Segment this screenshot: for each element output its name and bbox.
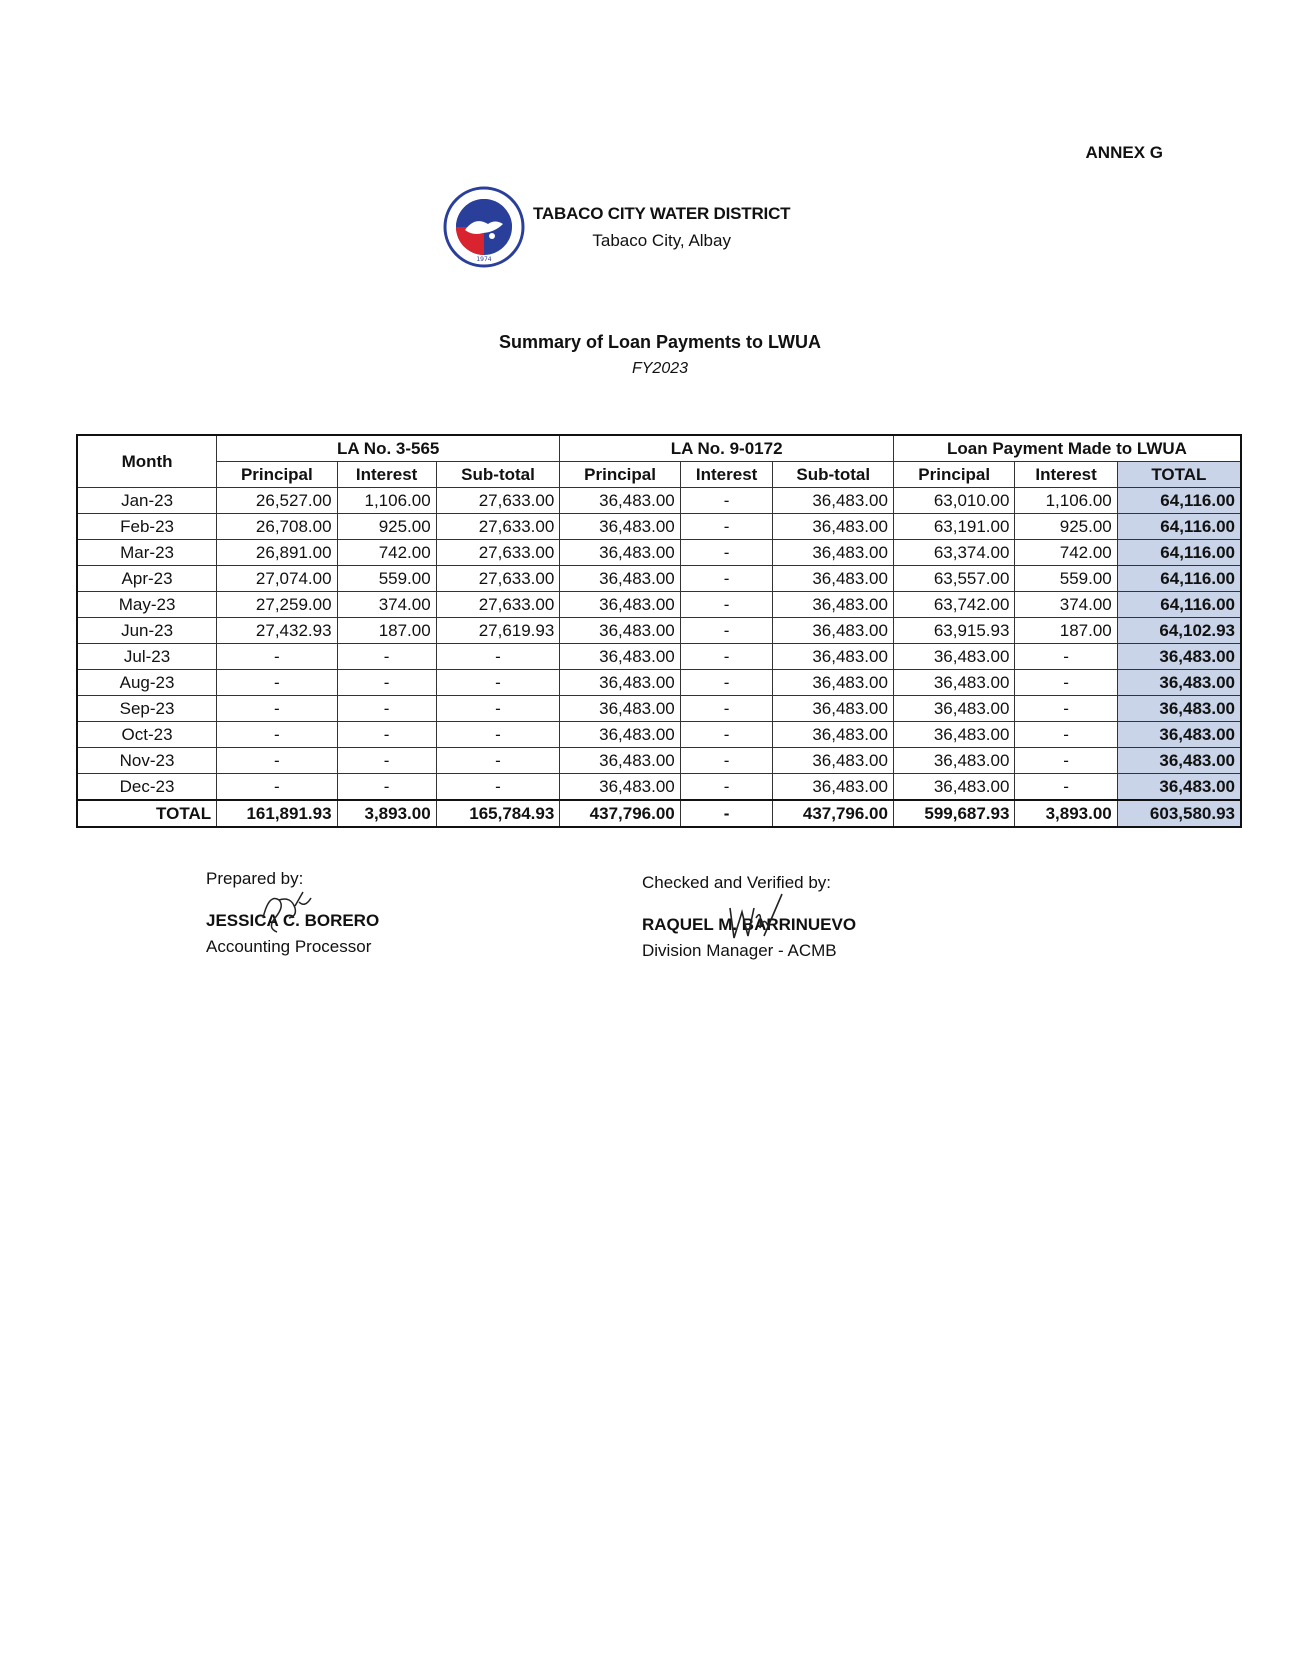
value-cell: 36,483.00 <box>773 670 893 696</box>
value-cell: 36,483.00 <box>560 748 680 774</box>
value-cell: 36,483.00 <box>773 696 893 722</box>
sub-header: Interest <box>680 462 773 488</box>
month-cell: Apr-23 <box>77 566 217 592</box>
letterhead <box>443 186 790 268</box>
signature-barrinuevo <box>724 888 784 948</box>
total-cell: 64,116.00 <box>1117 566 1241 592</box>
value-cell: 36,483.00 <box>560 670 680 696</box>
value-cell: - <box>680 618 773 644</box>
value-cell: - <box>1015 644 1117 670</box>
value-cell: 26,527.00 <box>217 488 337 514</box>
value-cell: - <box>680 592 773 618</box>
value-cell: - <box>337 774 436 801</box>
total-cell: 603,580.93 <box>1117 800 1241 827</box>
table-row <box>77 618 1241 644</box>
month-cell: Jun-23 <box>77 618 217 644</box>
value-cell: - <box>680 566 773 592</box>
value-cell: 36,483.00 <box>893 696 1015 722</box>
value-cell: 36,483.00 <box>773 592 893 618</box>
value-cell: 27,633.00 <box>436 488 560 514</box>
value-cell: - <box>1015 774 1117 801</box>
value-cell: - <box>217 696 337 722</box>
total-cell: 64,116.00 <box>1117 488 1241 514</box>
org-location: Tabaco City, Albay <box>592 231 731 250</box>
prepared-by-name: JESSICA C. BORERO <box>206 911 380 930</box>
total-header: TOTAL <box>1117 462 1241 488</box>
value-cell: 36,483.00 <box>560 488 680 514</box>
value-cell: 161,891.93 <box>217 800 337 827</box>
value-cell: 36,483.00 <box>560 618 680 644</box>
sub-header: Principal <box>893 462 1015 488</box>
checked-by-label: Checked and Verified by: <box>642 873 832 892</box>
month-cell: Jul-23 <box>77 644 217 670</box>
table-row <box>77 592 1241 618</box>
table-row <box>77 670 1241 696</box>
total-row <box>77 800 1241 827</box>
annex-label: ANNEX G <box>1085 143 1163 162</box>
table-row <box>77 488 1241 514</box>
value-cell: - <box>436 644 560 670</box>
value-cell: 437,796.00 <box>773 800 893 827</box>
value-cell: 165,784.93 <box>436 800 560 827</box>
value-cell: 36,483.00 <box>893 644 1015 670</box>
org-name: TABACO CITY WATER DISTRICT <box>533 204 791 223</box>
value-cell: 36,483.00 <box>773 540 893 566</box>
month-cell: Aug-23 <box>77 670 217 696</box>
sub-header: Sub-total <box>436 462 560 488</box>
loan-payments-table <box>76 434 1242 828</box>
value-cell: 36,483.00 <box>560 566 680 592</box>
value-cell: - <box>337 644 436 670</box>
table-row <box>77 722 1241 748</box>
document-subtitle: FY2023 <box>631 360 689 377</box>
value-cell: 36,483.00 <box>773 566 893 592</box>
value-cell: - <box>680 748 773 774</box>
month-cell: Sep-23 <box>77 696 217 722</box>
value-cell: 925.00 <box>337 514 436 540</box>
sub-header: Interest <box>337 462 436 488</box>
org-block <box>533 200 790 254</box>
month-header: Month <box>77 435 217 488</box>
water-district-logo-icon <box>443 186 525 268</box>
value-cell: 36,483.00 <box>893 748 1015 774</box>
value-cell: - <box>680 514 773 540</box>
month-cell: Mar-23 <box>77 540 217 566</box>
sub-header: Interest <box>1015 462 1117 488</box>
value-cell: 1,106.00 <box>1015 488 1117 514</box>
value-cell: 925.00 <box>1015 514 1117 540</box>
value-cell: - <box>217 774 337 801</box>
value-cell: - <box>436 670 560 696</box>
table-row <box>77 748 1241 774</box>
value-cell: - <box>680 800 773 827</box>
value-cell: 559.00 <box>1015 566 1117 592</box>
value-cell: - <box>436 748 560 774</box>
table-row <box>77 644 1241 670</box>
value-cell: 27,633.00 <box>436 514 560 540</box>
value-cell: 36,483.00 <box>560 722 680 748</box>
total-cell: 36,483.00 <box>1117 774 1241 801</box>
value-cell: 36,483.00 <box>560 644 680 670</box>
value-cell: - <box>680 722 773 748</box>
value-cell: 63,374.00 <box>893 540 1015 566</box>
value-cell: 27,432.93 <box>217 618 337 644</box>
value-cell: - <box>217 722 337 748</box>
value-cell: 437,796.00 <box>560 800 680 827</box>
value-cell: 26,891.00 <box>217 540 337 566</box>
signature-borero <box>255 888 315 938</box>
value-cell: - <box>1015 670 1117 696</box>
value-cell: - <box>337 748 436 774</box>
value-cell: 27,633.00 <box>436 566 560 592</box>
group-header-la-3-565: LA No. 3-565 <box>217 435 560 462</box>
month-cell: Jan-23 <box>77 488 217 514</box>
total-cell: 64,116.00 <box>1117 540 1241 566</box>
value-cell: 27,074.00 <box>217 566 337 592</box>
value-cell: - <box>680 696 773 722</box>
value-cell: 36,483.00 <box>560 696 680 722</box>
group-header-la-9-0172: LA No. 9-0172 <box>560 435 894 462</box>
value-cell: - <box>680 488 773 514</box>
value-cell: 187.00 <box>337 618 436 644</box>
total-cell: 64,116.00 <box>1117 592 1241 618</box>
value-cell: - <box>217 670 337 696</box>
value-cell: 559.00 <box>337 566 436 592</box>
value-cell: 599,687.93 <box>893 800 1015 827</box>
value-cell: 36,483.00 <box>560 514 680 540</box>
value-cell: - <box>337 722 436 748</box>
prepared-by-label: Prepared by: <box>206 869 304 888</box>
value-cell: - <box>680 644 773 670</box>
value-cell: 27,633.00 <box>436 592 560 618</box>
value-cell: 63,191.00 <box>893 514 1015 540</box>
document-title: Summary of Loan Payments to LWUA <box>498 332 822 352</box>
value-cell: 3,893.00 <box>337 800 436 827</box>
checked-by-position: Division Manager - ACMB <box>642 941 837 960</box>
value-cell: 374.00 <box>337 592 436 618</box>
value-cell: 36,483.00 <box>773 722 893 748</box>
value-cell: 36,483.00 <box>893 722 1015 748</box>
value-cell: - <box>217 748 337 774</box>
prepared-by-position: Accounting Processor <box>206 937 372 956</box>
value-cell: - <box>680 670 773 696</box>
value-cell: - <box>1015 748 1117 774</box>
total-cell: 36,483.00 <box>1117 644 1241 670</box>
value-cell: 27,259.00 <box>217 592 337 618</box>
value-cell: 36,483.00 <box>773 514 893 540</box>
table-body <box>77 488 1241 828</box>
value-cell: 742.00 <box>337 540 436 566</box>
sub-header: Principal <box>560 462 680 488</box>
value-cell: 27,633.00 <box>436 540 560 566</box>
table-row <box>77 774 1241 801</box>
value-cell: 3,893.00 <box>1015 800 1117 827</box>
value-cell: 187.00 <box>1015 618 1117 644</box>
value-cell: - <box>436 722 560 748</box>
table-row <box>77 566 1241 592</box>
sub-header: Principal <box>217 462 337 488</box>
month-cell: Oct-23 <box>77 722 217 748</box>
value-cell: 63,742.00 <box>893 592 1015 618</box>
value-cell: - <box>436 696 560 722</box>
total-label: TOTAL <box>77 800 217 827</box>
logo-year: 1974 <box>476 256 492 263</box>
month-cell: Feb-23 <box>77 514 217 540</box>
value-cell: 63,557.00 <box>893 566 1015 592</box>
month-cell: May-23 <box>77 592 217 618</box>
value-cell: 36,483.00 <box>773 748 893 774</box>
value-cell: - <box>680 774 773 801</box>
value-cell: 27,619.93 <box>436 618 560 644</box>
value-cell: 63,010.00 <box>893 488 1015 514</box>
value-cell: - <box>436 774 560 801</box>
value-cell: 63,915.93 <box>893 618 1015 644</box>
table-row <box>77 696 1241 722</box>
value-cell: 374.00 <box>1015 592 1117 618</box>
total-cell: 36,483.00 <box>1117 670 1241 696</box>
total-cell: 36,483.00 <box>1117 748 1241 774</box>
value-cell: - <box>680 540 773 566</box>
value-cell: 742.00 <box>1015 540 1117 566</box>
value-cell: 26,708.00 <box>217 514 337 540</box>
total-cell: 36,483.00 <box>1117 722 1241 748</box>
value-cell: 36,483.00 <box>773 774 893 801</box>
value-cell: 1,106.00 <box>337 488 436 514</box>
value-cell: - <box>337 696 436 722</box>
value-cell: 36,483.00 <box>773 644 893 670</box>
value-cell: 36,483.00 <box>773 488 893 514</box>
value-cell: - <box>1015 722 1117 748</box>
month-cell: Dec-23 <box>77 774 217 801</box>
total-cell: 36,483.00 <box>1117 696 1241 722</box>
total-cell: 64,116.00 <box>1117 514 1241 540</box>
value-cell: - <box>337 670 436 696</box>
group-header-lwua-payment: Loan Payment Made to LWUA <box>893 435 1241 462</box>
total-cell: 64,102.93 <box>1117 618 1241 644</box>
sub-header: Sub-total <box>773 462 893 488</box>
value-cell: - <box>1015 696 1117 722</box>
value-cell: 36,483.00 <box>560 540 680 566</box>
table-row <box>77 540 1241 566</box>
value-cell: 36,483.00 <box>560 774 680 801</box>
value-cell: 36,483.00 <box>560 592 680 618</box>
month-cell: Nov-23 <box>77 748 217 774</box>
value-cell: 36,483.00 <box>893 670 1015 696</box>
table-row <box>77 514 1241 540</box>
value-cell: 36,483.00 <box>773 618 893 644</box>
value-cell: - <box>217 644 337 670</box>
value-cell: 36,483.00 <box>893 774 1015 801</box>
checked-by-name: RAQUEL M. BARRINUEVO <box>642 915 857 934</box>
